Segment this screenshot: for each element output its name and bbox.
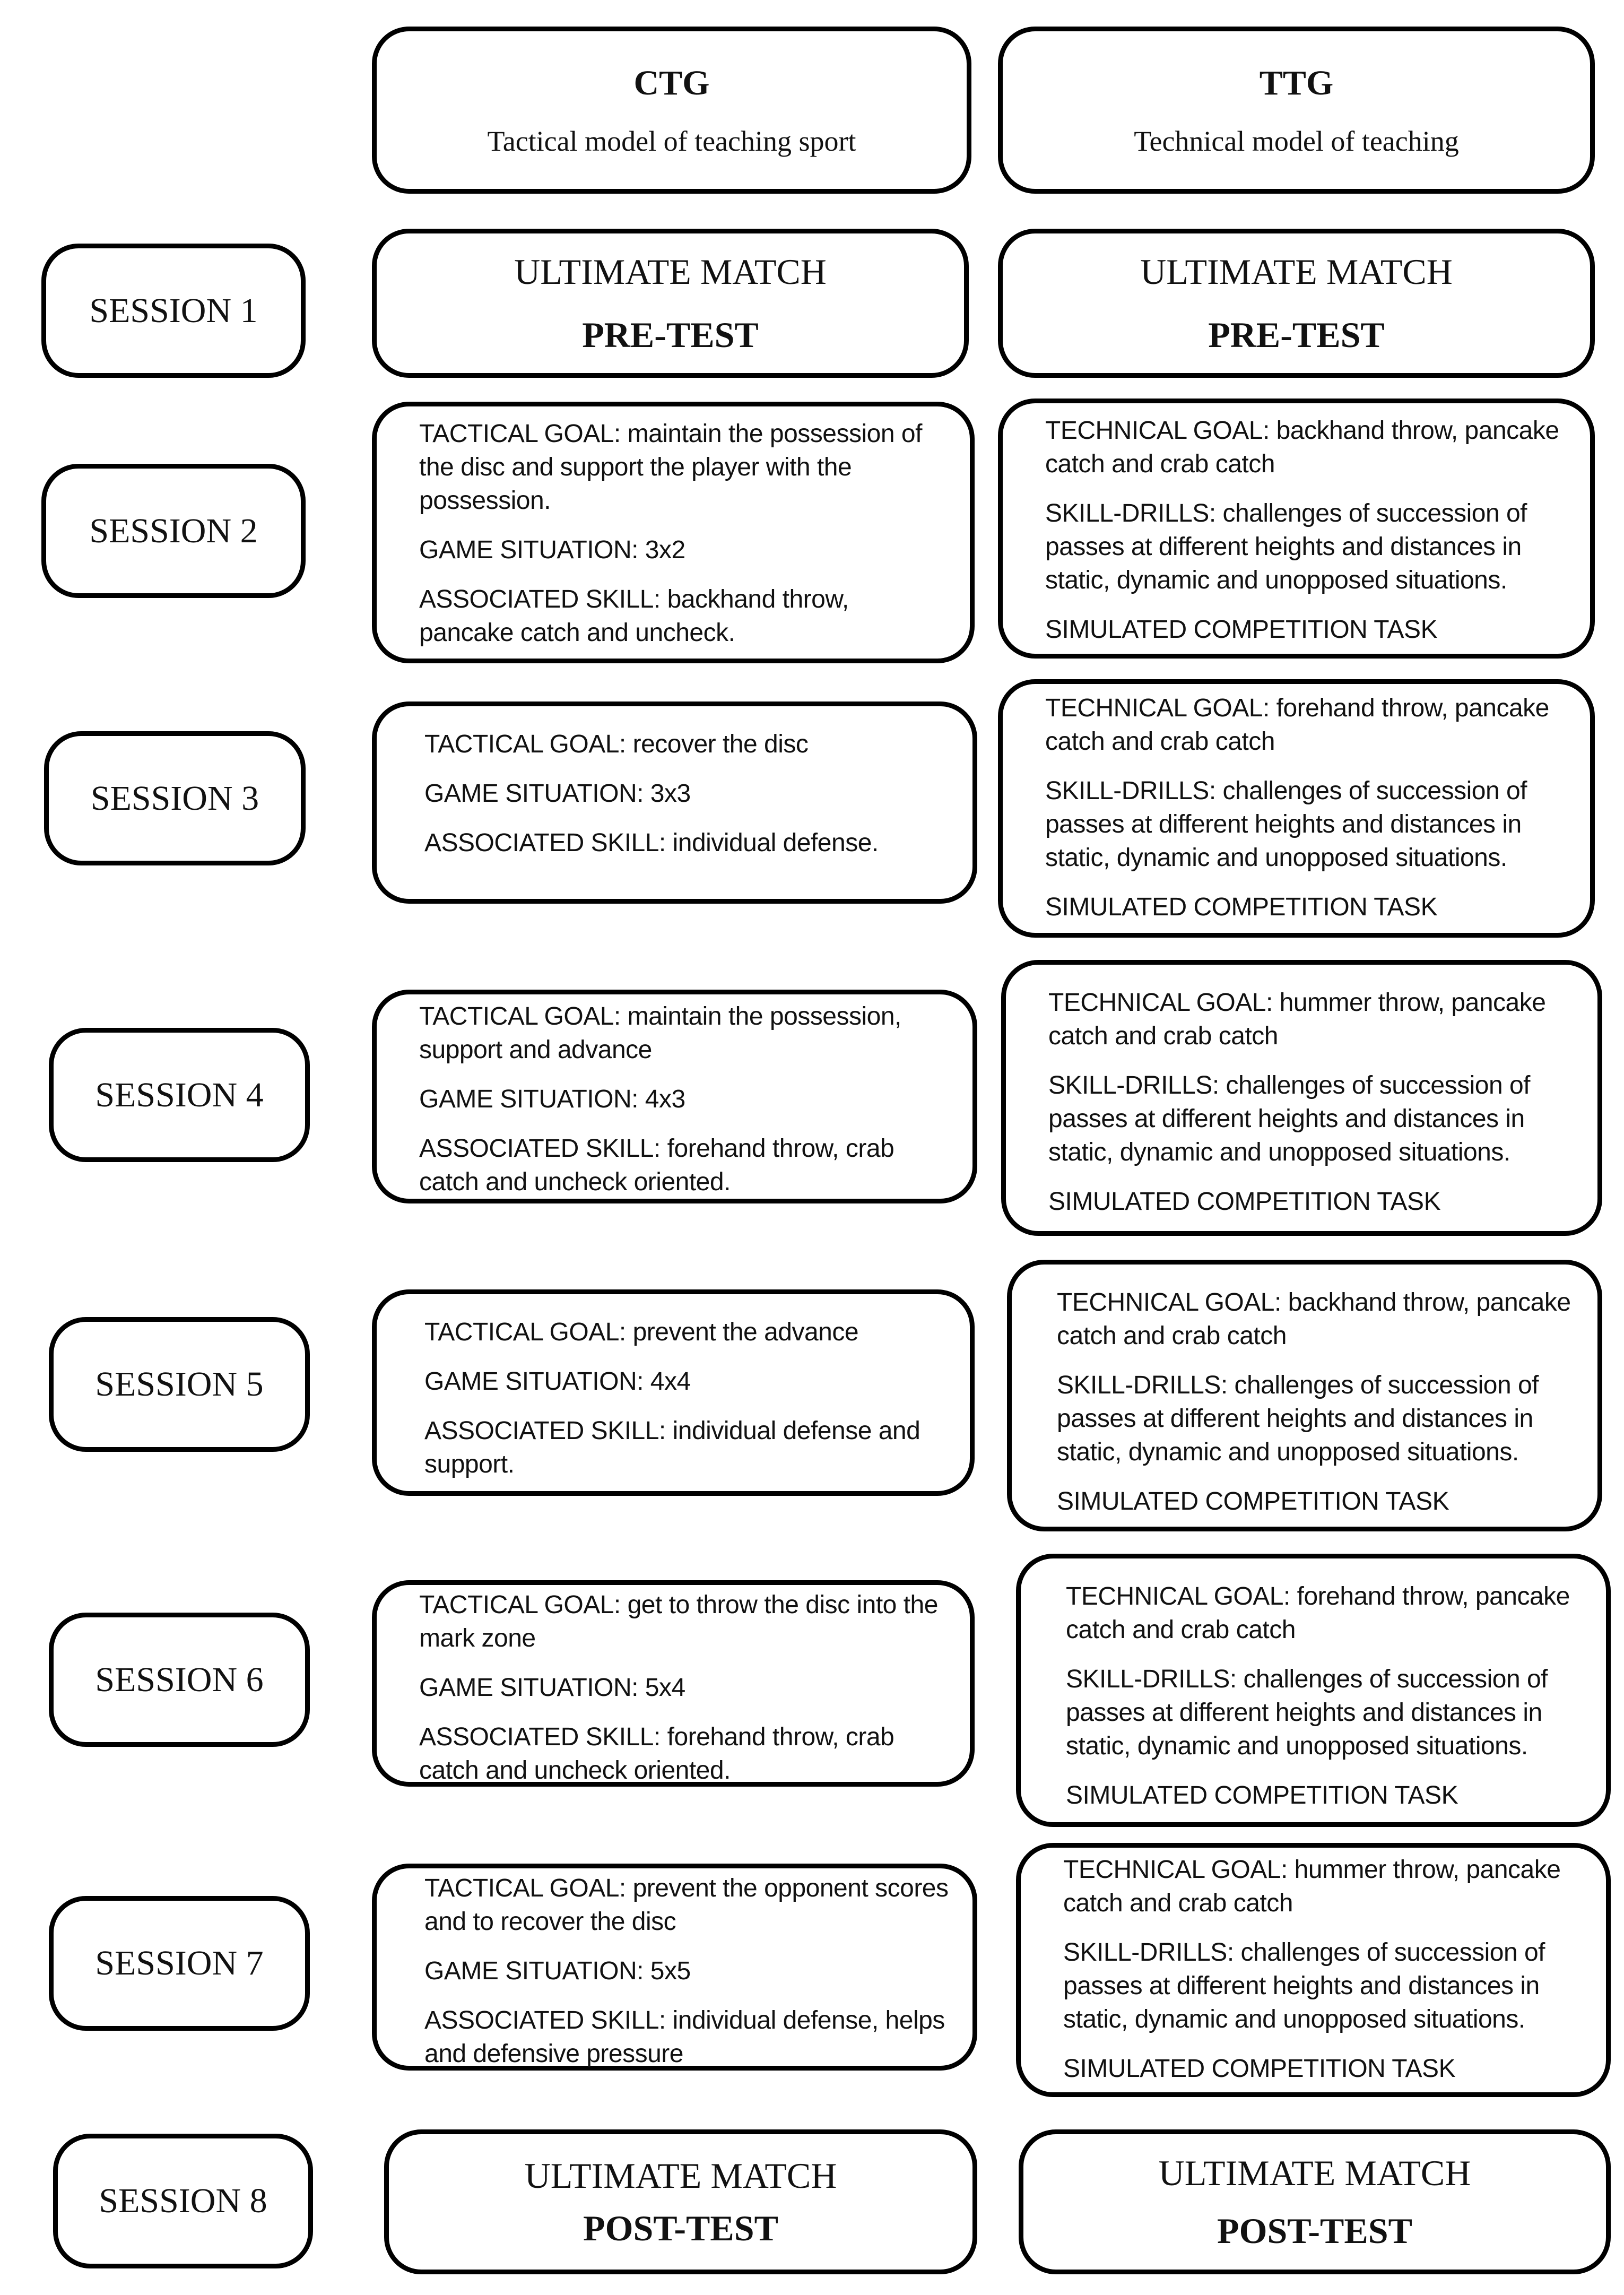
competition-task: SIMULATED COMPETITION TASK [1045, 893, 1438, 921]
tactical-goal: TACTICAL GOAL: prevent the opponent scores and to recover the disc [424, 1874, 949, 1936]
match-title: ULTIMATE MATCH [524, 2155, 837, 2196]
session-7-label [49, 1896, 310, 2031]
session-5-label [49, 1317, 310, 1452]
associated-skill: ASSOCIATED SKILL: backhand throw, pancake catch and uncheck. [419, 585, 849, 647]
tactical-goal: TACTICAL GOAL: maintain the possession of the disc and support the player with the possession. [419, 420, 922, 515]
skill-drills: SKILL-DRILLS: challenges of succession of passes at different heights and distances in static, dynamic and unopposed situations. [1066, 1665, 1548, 1760]
game-situation: GAME SITUATION: 4x4 [424, 1367, 691, 1396]
ttg-title: TTG [1259, 63, 1334, 102]
associated-skill: ASSOCIATED SKILL: forehand throw, crab catch and uncheck oriented. [419, 1723, 894, 1785]
session-label-text: SESSION 4 [95, 1075, 264, 1114]
session-label-text: SESSION 6 [95, 1660, 264, 1699]
competition-task: SIMULATED COMPETITION TASK [1045, 616, 1438, 644]
match-test: POST-TEST [583, 2207, 778, 2248]
game-situation: GAME SITUATION: 5x5 [424, 1957, 691, 1985]
game-situation: GAME SITUATION: 4x3 [419, 1085, 685, 1113]
session-label-text: SESSION 8 [99, 2181, 267, 2220]
skill-drills: SKILL-DRILLS: challenges of succession of passes at different heights and distances in static, dynamic and unopposed situations. [1048, 1071, 1530, 1166]
match-title: ULTIMATE MATCH [1158, 2152, 1471, 2193]
session-label-text: SESSION 5 [95, 1365, 264, 1404]
session-label-text: SESSION 7 [95, 1944, 264, 1982]
session-1-ctg-box [372, 229, 969, 378]
session-5-ttg-box [1007, 1260, 1602, 1531]
technical-goal: TECHNICAL GOAL: hummer throw, pancake catch and crab catch [1048, 989, 1546, 1050]
match-test: PRE-TEST [1208, 314, 1385, 355]
competition-task: SIMULATED COMPETITION TASK [1066, 1781, 1458, 1809]
technical-goal: TECHNICAL GOAL: backhand throw, pancake catch and crab catch [1057, 1288, 1571, 1350]
session-3-label [44, 731, 306, 865]
skill-drills: SKILL-DRILLS: challenges of succession of passes at different heights and distances in static, dynamic and unopposed situations. [1045, 777, 1527, 872]
session-label-text: SESSION 1 [89, 291, 258, 330]
session-label-text: SESSION 3 [90, 778, 259, 818]
session-2-label [41, 464, 306, 598]
session-label-text: SESSION 2 [89, 511, 258, 550]
ctg-title: CTG [633, 63, 710, 102]
session-6-ttg-box [1016, 1554, 1611, 1827]
match-title: ULTIMATE MATCH [514, 251, 827, 292]
game-situation: GAME SITUATION: 3x2 [419, 536, 685, 564]
competition-task: SIMULATED COMPETITION TASK [1048, 1188, 1441, 1216]
game-situation: GAME SITUATION: 5x4 [419, 1674, 685, 1702]
match-test: PRE-TEST [582, 314, 759, 355]
associated-skill: ASSOCIATED SKILL: individual defense and support. [424, 1417, 920, 1478]
technical-goal: TECHNICAL GOAL: hummer throw, pancake catch and crab catch [1063, 1856, 1561, 1917]
session-2-ttg-box [998, 399, 1595, 659]
session-2-ctg-box [372, 402, 975, 663]
session-3-ctg-box [372, 702, 977, 904]
session-8-label [53, 2134, 313, 2268]
session-5-ctg-box [372, 1289, 975, 1496]
session-4-ttg-box [1001, 960, 1602, 1236]
session-8-ctg-box [384, 2129, 977, 2274]
session-6-label [49, 1613, 310, 1747]
session-8-ttg-box [1019, 2129, 1611, 2274]
associated-skill: ASSOCIATED SKILL: individual defense, helps and defensive pressure [424, 2006, 945, 2068]
session-4-ctg-box [372, 990, 977, 1203]
skill-drills: SKILL-DRILLS: challenges of succession of passes at different heights and distances in static, dynamic and unopposed situations. [1063, 1938, 1545, 2033]
technical-goal: TECHNICAL GOAL: forehand throw, pancake catch and crab catch [1045, 694, 1549, 756]
competition-task: SIMULATED COMPETITION TASK [1063, 2055, 1456, 2083]
tactical-goal: TACTICAL GOAL: recover the disc [424, 730, 809, 758]
ctg-header [372, 27, 971, 194]
match-test: POST-TEST [1217, 2210, 1412, 2251]
ctg-subtitle: Tactical model of teaching sport [487, 125, 856, 157]
session-7-ttg-box [1016, 1843, 1611, 2097]
match-title: ULTIMATE MATCH [1140, 251, 1453, 292]
tactical-goal: TACTICAL GOAL: prevent the advance [424, 1318, 859, 1346]
technical-goal: TECHNICAL GOAL: forehand throw, pancake catch and crab catch [1066, 1582, 1570, 1644]
skill-drills: SKILL-DRILLS: challenges of succession of passes at different heights and distances in static, dynamic and unopposed situations. [1057, 1371, 1539, 1466]
technical-goal: TECHNICAL GOAL: backhand throw, pancake catch and crab catch [1045, 417, 1559, 478]
session-7-ctg-box [372, 1864, 977, 2071]
skill-drills: SKILL-DRILLS: challenges of succession of passes at different heights and distances in static, dynamic and unopposed situations. [1045, 499, 1527, 594]
session-1-label [41, 244, 306, 378]
tactical-goal: TACTICAL GOAL: maintain the possession, support and advance [419, 1002, 901, 1064]
session-1-ttg-box [998, 229, 1595, 378]
associated-skill: ASSOCIATED SKILL: individual defense. [424, 829, 879, 857]
session-6-ctg-box [372, 1580, 975, 1787]
associated-skill: ASSOCIATED SKILL: forehand throw, crab catch and uncheck oriented. [419, 1134, 894, 1196]
competition-task: SIMULATED COMPETITION TASK [1057, 1487, 1449, 1515]
tactical-goal: TACTICAL GOAL: get to throw the disc into the mark zone [419, 1591, 938, 1652]
game-situation: GAME SITUATION: 3x3 [424, 780, 691, 808]
session-3-ttg-box [998, 679, 1595, 938]
ttg-subtitle: Technical model of teaching [1134, 125, 1459, 157]
session-4-label [49, 1028, 310, 1162]
ttg-header [998, 27, 1595, 194]
